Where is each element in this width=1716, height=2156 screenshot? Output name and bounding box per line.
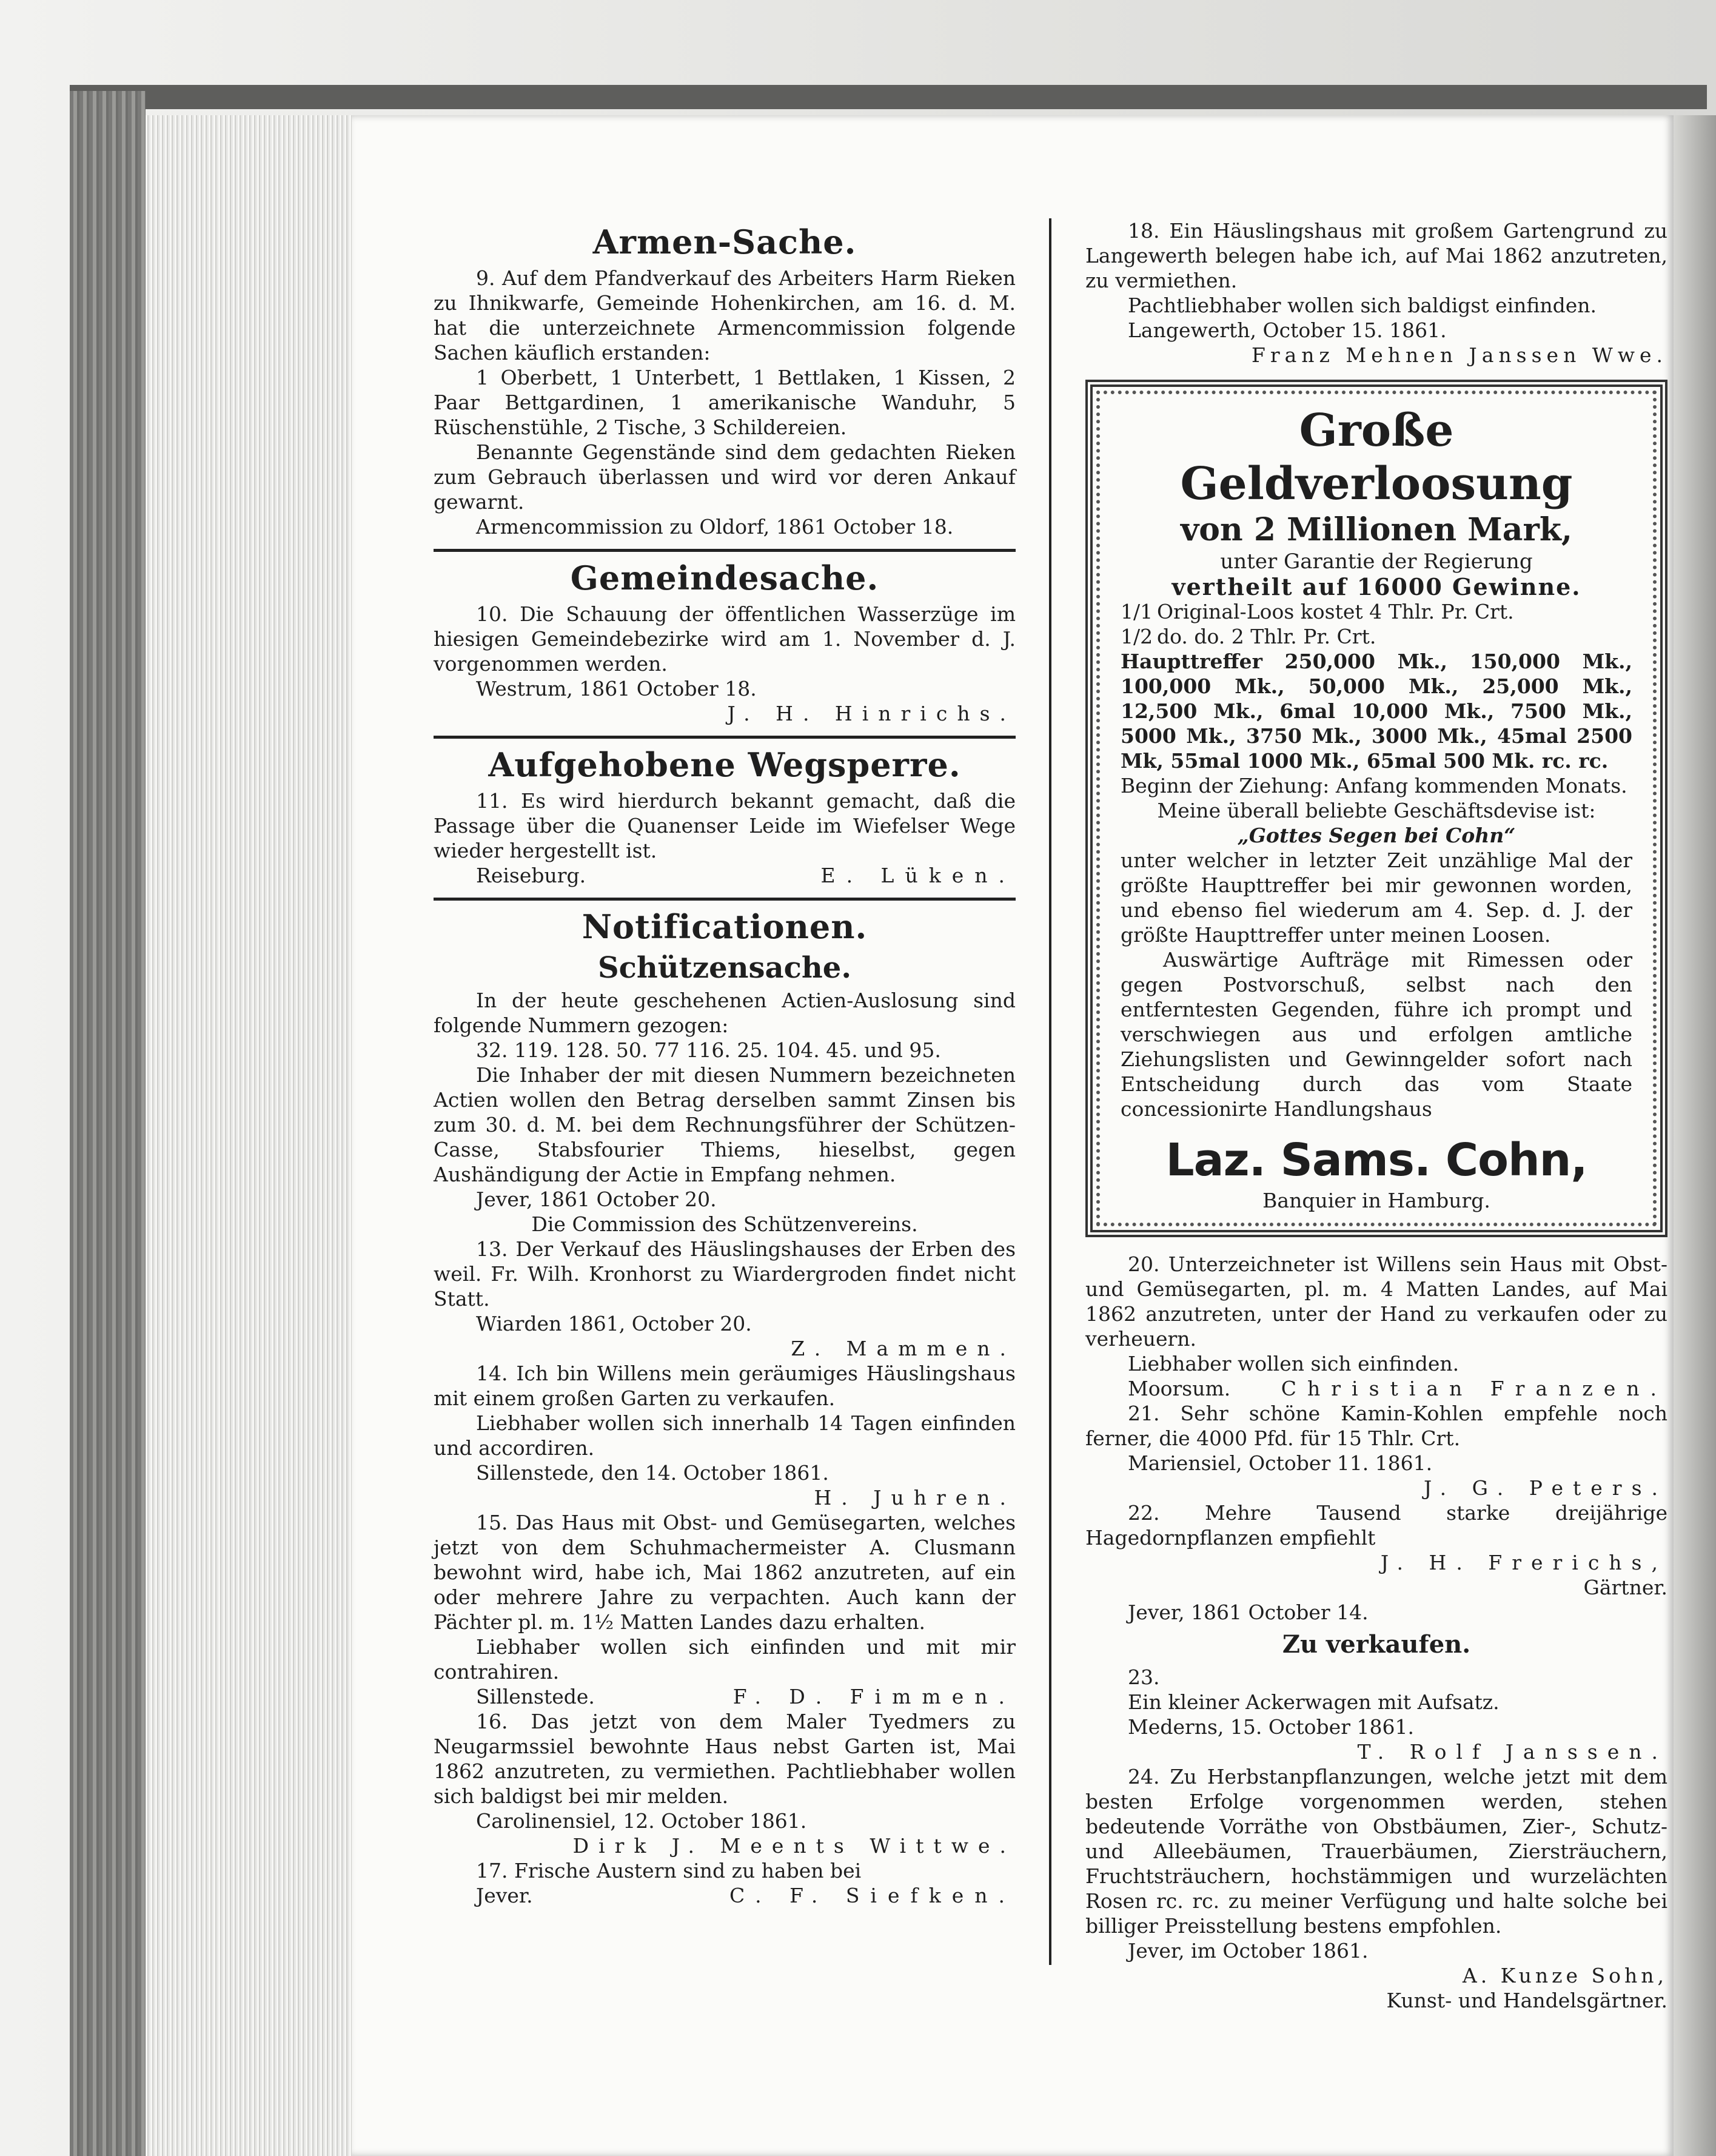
ad-motto-intro: Meine überall beliebte Geschäftsdevise ist: xyxy=(1157,799,1596,822)
subsection-title-zu-verkaufen: Zu verkaufen. xyxy=(1282,1630,1471,1659)
section-title-armen: Armen-Sache. xyxy=(592,223,857,261)
notice-9-items: 1 Oberbett, 1 Unterbett, 1 Bettlaken, 1 Kissen, 2 Paar Bettgardinen, 1 amerikanische Wanduhr, 5 Rüschenstühle, 2 Tische, 3 Schildereien. xyxy=(434,366,1016,439)
notice-21-place: Mariensiel, October 11. 1861. xyxy=(1128,1451,1433,1475)
section-rule xyxy=(434,898,1016,901)
notice-22-role: Gärtner. xyxy=(1583,1576,1667,1599)
ad-subheadline: von 2 Millionen Mark, xyxy=(1181,511,1572,548)
notice-20-signature xyxy=(1085,1376,1667,1401)
notice-11-signature xyxy=(434,863,1016,888)
notice-16-place: Carolinensiel, 12. October 1861. xyxy=(476,1809,807,1833)
notice-24: 24. Zu Herbstanpflanzungen, welche jetzt mit dem besten Erfolge vorgenommen werden, stehen bedeutende Vorräthe von Obstbäumen, Zier-, Schutz- und Alleebäumen, Trauerbäumen, Ziersträuchern, Fruchtsträuchern, hochstämmigen und wurzelächten Rosen rc. rc. zu meiner Verfügung und halte solche bei billiger Preisstellung bestens empfohlen. xyxy=(1085,1765,1667,1938)
notice-12-place: Jever, 1861 October 20. xyxy=(476,1187,717,1211)
ad-firm-subtitle: Banquier in Hamburg. xyxy=(1262,1189,1490,1212)
ad-headline: Große Geldverloosung xyxy=(1180,405,1573,510)
ad-motto: „Gottes Segen bei Cohn“ xyxy=(1237,824,1516,847)
notice-18-text: Pachtliebhaber wollen sich baldigst einfinden. xyxy=(1128,294,1597,317)
ad-price-text: do. do. 2 Thlr. Pr. Crt. xyxy=(1157,625,1376,648)
ad-price-row xyxy=(1121,624,1632,649)
ad-guarantee: unter Garantie der Regierung xyxy=(1220,549,1533,574)
ad-text-orders: Auswärtige Aufträge mit Rimessen oder gegen Postvorschuß, selbst nach den entferntesten Gegenden, führe ich prompt und verschwiegen aus und erfolgen amtliche Ziehungslisten und Gewinngelder sofort nach Entscheidung durch das vom Staate concessionirte Handlungshaus xyxy=(1121,948,1632,1121)
notice-18-place: Langewerth, October 15. 1861. xyxy=(1128,318,1447,342)
notice-23-place: Mederns, 15. October 1861. xyxy=(1128,1715,1414,1739)
notice-10-name: J. H. Hinrichs. xyxy=(727,702,1016,725)
notice-21-name: J. G. Peters. xyxy=(1423,1476,1667,1500)
notice-15-name: F. D. Fimmen. xyxy=(732,1685,1016,1708)
notice-12-numbers: 32. 119. 128. 50. 77 116. 25. 104. 45. und 95. xyxy=(476,1038,941,1062)
notice-20: 20. Unterzeichneter ist Willens sein Haus mit Obst- und Gemüsegarten, pl. m. 4 Matten Landes, auf Mai 1862 anzutreten, unter der Hand zu verkaufen oder zu verheuern. xyxy=(1085,1252,1667,1351)
section-title-gemeinde: Gemeindesache. xyxy=(570,559,879,597)
notice-23-number: 23. xyxy=(1128,1665,1160,1689)
right-column xyxy=(1085,218,1667,2013)
left-column xyxy=(434,218,1016,1908)
notice-13-place: Wiarden 1861, October 20. xyxy=(476,1312,752,1335)
notice-17: 17. Frische Austern sind zu haben bei xyxy=(476,1859,862,1882)
notice-22-place: Jever, 1861 October 14. xyxy=(1128,1600,1369,1624)
notice-15: 15. Das Haus mit Obst- und Gemüsegarten, welches jetzt von dem Schuhmachermeister A. Clusmann bewohnt wird, habe ich, Mai 1862 anzutreten, auf ein oder mehrere Jahre zu verpachten. Auch kann der Pächter pl. m. 1½ Matten Landes dazu erhalten. xyxy=(434,1511,1016,1634)
facing-page-edge xyxy=(1674,115,1716,2156)
book-cover-spine xyxy=(70,91,146,2156)
ad-firm-name: Laz. Sams. Cohn, xyxy=(1165,1134,1587,1186)
notice-24-role: Kunst- und Handelsgärtner. xyxy=(1386,1989,1667,2012)
notice-12-signature: Die Commission des Schützenvereins. xyxy=(531,1212,918,1236)
notice-21: 21. Sehr schöne Kamin-Kohlen empfehle noch ferner, die 4000 Pfd. für 15 Thlr. Crt. xyxy=(1085,1402,1667,1450)
notice-17-place: Jever. xyxy=(476,1884,533,1907)
notice-9-signature: Armencommission zu Oldorf, 1861 October 18. xyxy=(476,515,954,539)
notice-17-name: C. F. Siefken. xyxy=(729,1884,1016,1907)
notice-20-name: Christian Franzen. xyxy=(1281,1377,1667,1400)
notice-12-intro: In der heute geschehenen Actien-Auslosung sind folgende Nummern gezogen: xyxy=(434,989,1016,1037)
section-title-wegsperre: Aufgehobene Wegsperre. xyxy=(488,745,961,784)
notice-11-name: E. Lüken. xyxy=(820,864,1016,887)
notice-16-name: Dirk J. Meents Wittwe. xyxy=(572,1834,1016,1858)
notice-22: 22. Mehre Tausend starke dreijährige Hagedornpflanzen empfiehlt xyxy=(1085,1501,1667,1550)
notice-18-name: Franz Mehnen Janssen Wwe. xyxy=(1251,343,1667,367)
notice-22-name: J. H. Frerichs, xyxy=(1380,1551,1667,1574)
notice-24-name: A. Kunze Sohn, xyxy=(1462,1964,1667,1987)
notice-12-text: Die Inhaber der mit diesen Nummern bezeichneten Actien wollen den Betrag derselben sammt Zinsen bis zum 30. d. M. bei dem Rechnungsführer der Schützen-Casse, Stabsfourier Thiems, hieselbst, gegen Aushändigung der Actie in Empfang nehmen. xyxy=(434,1063,1016,1186)
notice-15-place: Sillenstede. xyxy=(476,1685,595,1708)
ad-distribution: vertheilt auf 16000 Gewinne. xyxy=(1171,573,1581,600)
section-title-notificationen: Notificationen. xyxy=(581,907,868,946)
notice-13: 13. Der Verkauf des Häuslingshauses der Erben des weil. Fr. Wilh. Kronhorst zu Wiardergroden findet nicht Statt. xyxy=(434,1237,1016,1311)
ad-price-row xyxy=(1121,599,1632,624)
notice-15-signature xyxy=(434,1684,1016,1709)
notice-11-place: Reiseburg. xyxy=(476,864,586,887)
notice-16: 16. Das jetzt von dem Maler Tyedmers zu Neugarmssiel bewohnte Haus nebst Garten ist, Mai 1862 anzutreten, zu vermiethen. Pachtliebhaber wollen sich baldigst bei mir melden. xyxy=(434,1710,1016,1808)
notice-18: 18. Ein Häuslingshaus mit großem Gartengrund zu Langewerth belegen habe ich, auf Mai 1862 anzutreten, zu vermiethen. xyxy=(1085,219,1667,292)
notice-14-place: Sillenstede, den 14. October 1861. xyxy=(476,1461,829,1485)
ad-price-fraction: 1/2 xyxy=(1121,625,1153,648)
notice-20-text: Liebhaber wollen sich einfinden. xyxy=(1128,1352,1460,1375)
notice-9: 9. Auf dem Pfandverkauf des Arbeiters Harm Rieken zu Ihnikwarfe, Gemeinde Hohenkirchen, am 16. d. M. hat die unterzeichnete Armencommission folgende Sachen käuflich erstanden: xyxy=(434,266,1016,364)
section-rule xyxy=(434,549,1016,552)
page-stack-edge xyxy=(146,115,352,2156)
book-cover-top xyxy=(70,85,1707,109)
notice-23-name: T. Rolf Janssen. xyxy=(1357,1740,1667,1764)
column-divider xyxy=(1049,218,1051,1965)
lottery-advertisement xyxy=(1085,380,1667,1237)
ad-draw-start: Beginn der Ziehung: Anfang kommenden Monats. xyxy=(1121,774,1627,798)
section-rule xyxy=(434,736,1016,739)
notice-9-text: Benannte Gegenstände sind dem gedachten Rieken zum Gebrauch überlassen und wird vor deren Ankauf gewarnt. xyxy=(434,440,1016,514)
notice-17-signature xyxy=(434,1883,1016,1908)
ad-text: unter welcher in letzter Zeit unzählige Mal der größte Haupttreffer bei mir gewonnen worden, und ebenso fiel wiederum am 4. Sep. d. J. der größte Haupttreffer unter meinen Loosen. xyxy=(1121,848,1632,947)
notice-14-text: Liebhaber wollen sich innerhalb 14 Tagen einfinden und accordiren. xyxy=(434,1411,1016,1460)
ad-price-text: Original-Loos kostet 4 Thlr. Pr. Crt. xyxy=(1157,600,1514,623)
notice-14: 14. Ich bin Willens mein geräumiges Häuslingshaus mit einem großen Garten zu verkaufen. xyxy=(434,1362,1016,1410)
ad-prizes: Haupttreffer 250,000 Mk., 150,000 Mk., 100,000 Mk., 50,000 Mk., 25,000 Mk., 12,500 Mk., 6mal 10,000 Mk., 7500 Mk., 5000 Mk., 3750 Mk., 3000 Mk., 45mal 2500 Mk, 55mal 1000 Mk., 65mal 500 Mk. rc. rc. xyxy=(1121,650,1632,773)
notice-14-name: H. Juhren. xyxy=(814,1486,1016,1510)
notice-13-name: Z. Mammen. xyxy=(791,1337,1016,1360)
notice-10: 10. Die Schauung der öffentlichen Wasserzüge im hiesigen Gemeindebezirke wird am 1. November d. J. vorgenommen werden. xyxy=(434,602,1016,676)
notice-11: 11. Es wird hierdurch bekannt gemacht, daß die Passage über die Quanenser Leide im Wiefelser Wege wieder hergestellt ist. xyxy=(434,789,1016,862)
notice-24-place: Jever, im October 1861. xyxy=(1128,1939,1369,1963)
notice-15-text: Liebhaber wollen sich einfinden und mit mir contrahiren. xyxy=(434,1635,1016,1684)
notice-10-place: Westrum, 1861 October 18. xyxy=(476,677,757,700)
notice-23: Ein kleiner Ackerwagen mit Aufsatz. xyxy=(1128,1690,1500,1714)
notice-20-place: Moorsum. xyxy=(1128,1377,1231,1400)
ad-price-fraction: 1/1 xyxy=(1121,600,1153,623)
subsection-title-schuetzensache: Schützensache. xyxy=(597,951,852,985)
